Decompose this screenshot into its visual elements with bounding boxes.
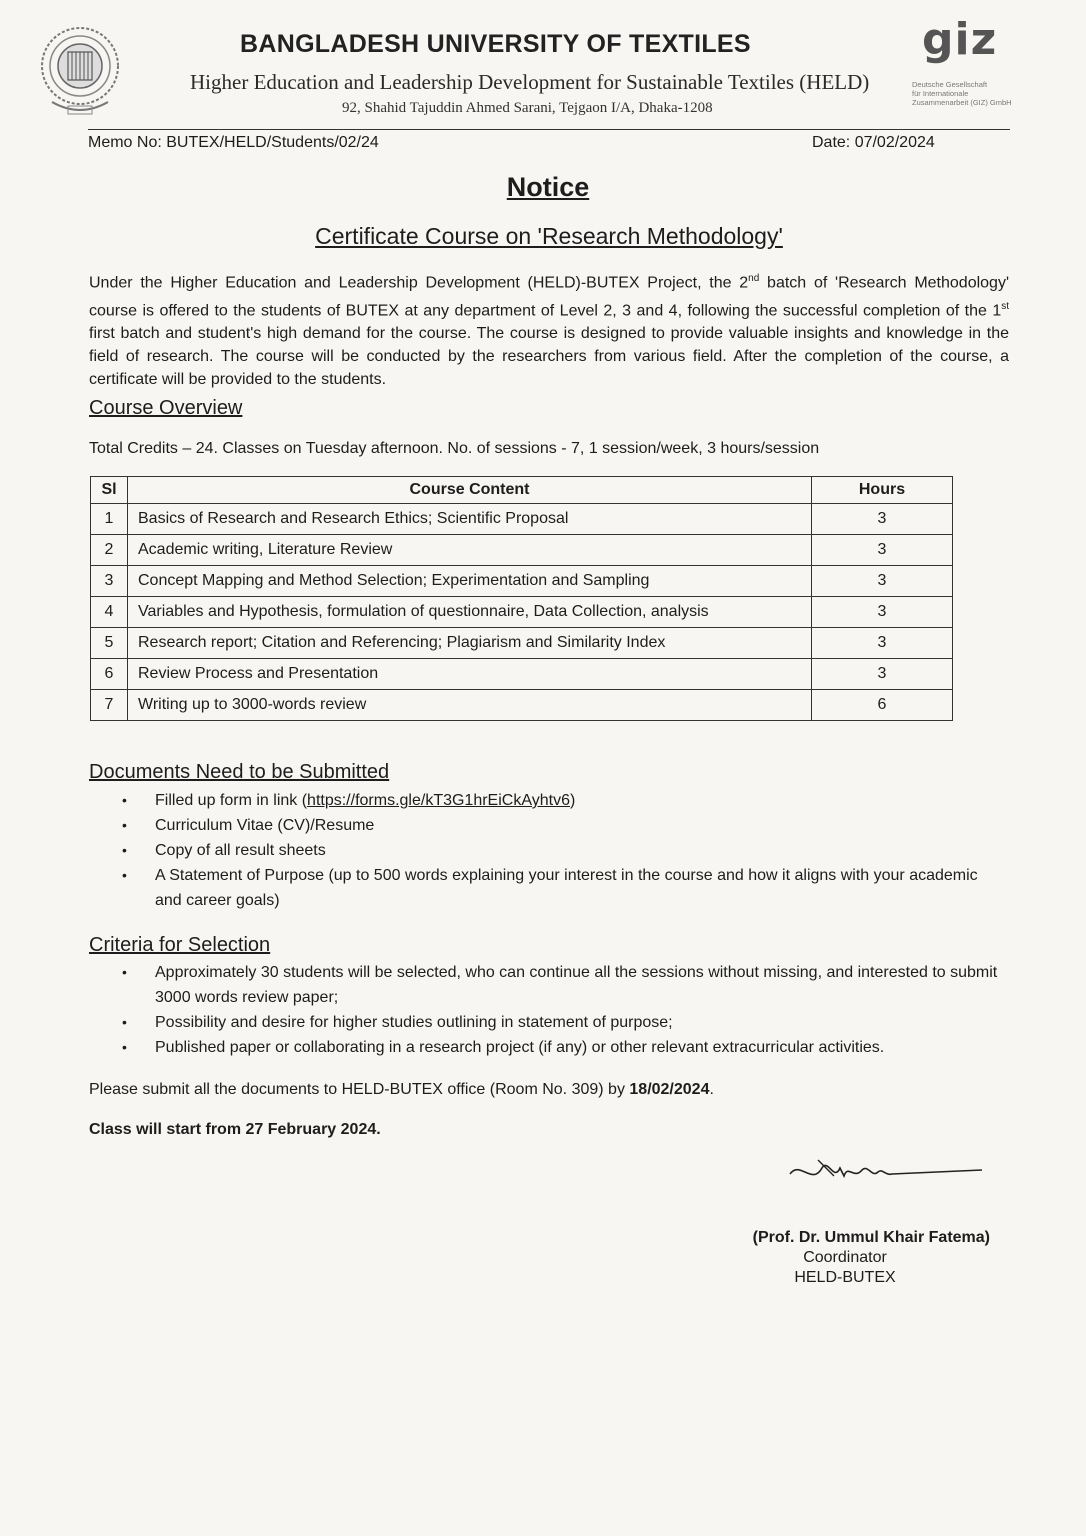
university-seal-icon	[38, 22, 122, 118]
hours-cell: 3	[812, 597, 953, 628]
course-title: Certificate Course on 'Research Methodology'	[315, 223, 783, 249]
university-address: 92, Shahid Tajuddin Ahmed Sarani, Tejgaon I/A, Dhaka-1208	[342, 100, 713, 116]
hours-cell: 6	[812, 690, 953, 721]
hours-cell: 3	[812, 659, 953, 690]
documents-list	[118, 788, 978, 913]
signatory-name: (Prof. Dr. Ummul Khair Fatema)	[752, 1229, 990, 1246]
list-item: • Published paper or collaborating in a research project (if any) or other relevant extracurricular activities.	[118, 1035, 998, 1060]
list-item: • Filled up form in link (https://forms.gle/kT3G1hrEiCkAyhtv6)	[118, 788, 978, 813]
list-item: • Curriculum Vitae (CV)/Resume	[118, 813, 978, 838]
university-name: BANGLADESH UNIVERSITY OF TEXTILES	[240, 30, 751, 58]
table-header-row	[91, 477, 953, 504]
notice-title: Notice	[506, 172, 590, 202]
list-item: • A Statement of Purpose (up to 500 words explaining your interest in the course and how it aligns with your academic and career goals)	[118, 863, 978, 913]
sl-cell: 6	[91, 659, 128, 690]
list-item: • Copy of all result sheets	[118, 838, 978, 863]
hours-cell: 3	[812, 504, 953, 535]
sl-cell: 2	[91, 535, 128, 566]
content-cell: Academic writing, Literature Review	[128, 535, 812, 566]
table-row	[91, 659, 953, 690]
memo-number: Memo No: BUTEX/HELD/Students/02/24	[88, 134, 379, 151]
sl-cell: 3	[91, 566, 128, 597]
hours-cell: 3	[812, 628, 953, 659]
submission-deadline: 18/02/2024	[629, 1081, 710, 1098]
course-overview-summary: Total Credits – 24. Classes on Tuesday afternoon. No. of sessions - 7, 1 session/week, 3 hours/session	[89, 440, 820, 457]
content-cell: Research report; Citation and Referencing; Plagiarism and Similarity Index	[128, 628, 812, 659]
criteria-heading: Criteria for Selection	[89, 934, 271, 956]
form-link[interactable]: https://forms.gle/kT3G1hrEiCkAyhtv6	[307, 792, 570, 809]
content-cell: Basics of Research and Research Ethics; Scientific Proposal	[128, 504, 812, 535]
content-cell: Concept Mapping and Method Selection; Experimentation and Sampling	[128, 566, 812, 597]
criteria-list	[118, 960, 998, 1060]
giz-logo: giz	[922, 14, 998, 65]
giz-full-name: Deutsche Gesellschaft für Internationale Zusammenarbeit (GIZ) GmbH	[912, 80, 1012, 107]
table-row	[91, 535, 953, 566]
sl-cell: 5	[91, 628, 128, 659]
intro-paragraph: Under the Higher Education and Leadership Development (HELD)-BUTEX Project, the 2nd batch of 'Research Methodology' course is offered to the students of BUTEX at any department of Level 2, 3 and 4, following the successful completion of the 1st first batch and student's high demand for the course. The course is designed to provide valuable insights and knowledge in the field of research. The course will be conducted by the researchers from various field. After the completion of the course, a certificate will be provided to the students.	[89, 273, 1009, 389]
table-row	[91, 690, 953, 721]
class-start-note: Class will start from 27 February 2024.	[89, 1121, 381, 1138]
project-name: Higher Education and Leadership Development for Sustainable Textiles (HELD)	[190, 70, 870, 94]
signature-icon	[782, 1146, 992, 1196]
table-row	[91, 504, 953, 535]
submission-instruction: Please submit all the documents to HELD-BUTEX office (Room No. 309) by 18/02/2024.	[89, 1081, 714, 1098]
signatory-office: HELD-BUTEX	[794, 1269, 896, 1286]
content-cell: Writing up to 3000-words review	[128, 690, 812, 721]
sl-cell: 1	[91, 504, 128, 535]
course-content-table	[90, 476, 953, 721]
signatory-block	[700, 1228, 990, 1288]
list-item: • Possibility and desire for higher studies outlining in statement of purpose;	[118, 1010, 998, 1035]
sl-cell: 7	[91, 690, 128, 721]
table-row	[91, 628, 953, 659]
hours-cell: 3	[812, 566, 953, 597]
column-header-content: Course Content	[128, 477, 812, 504]
signatory-role: Coordinator	[803, 1249, 887, 1266]
table-row	[91, 566, 953, 597]
documents-heading: Documents Need to be Submitted	[89, 761, 390, 783]
course-overview-heading: Course Overview	[89, 397, 243, 419]
table-row	[91, 597, 953, 628]
content-cell: Review Process and Presentation	[128, 659, 812, 690]
hours-cell: 3	[812, 535, 953, 566]
sl-cell: 4	[91, 597, 128, 628]
content-cell: Variables and Hypothesis, formulation of questionnaire, Data Collection, analysis	[128, 597, 812, 628]
column-header-sl: Sl	[91, 477, 128, 504]
notice-date: Date: 07/02/2024	[812, 134, 935, 151]
header-divider	[88, 129, 1010, 130]
list-item: • Approximately 30 students will be selected, who can continue all the sessions without missing, and interested to submit 3000 words review paper;	[118, 960, 998, 1010]
column-header-hours: Hours	[812, 477, 953, 504]
